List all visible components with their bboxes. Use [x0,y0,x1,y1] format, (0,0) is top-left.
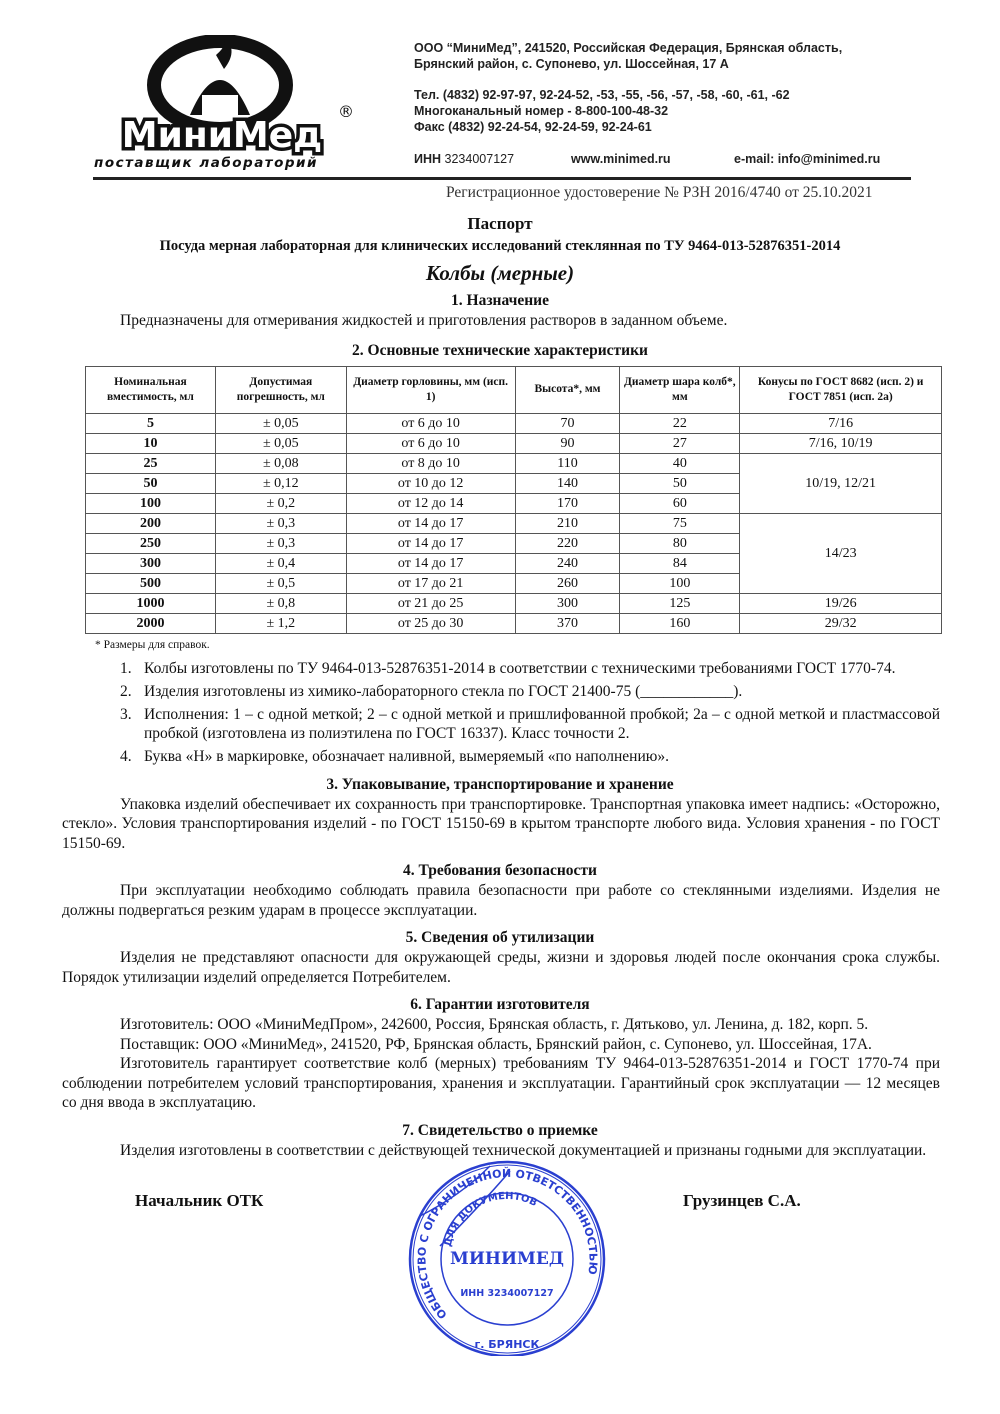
table-footnote: * Размеры для справок. [95,638,210,651]
multichannel-phone: Многоканальный номер - 8-800-100-48-32 [414,104,669,118]
list-text: Буква «Н» в маркировке, обозначает наливной, вымеряемый «по наполнению». [144,748,669,765]
table-cell: 29/32 [740,613,942,633]
table-cell: ± 0,4 [215,553,346,573]
svg-text:®: ® [338,102,354,121]
table-cell: 220 [515,533,620,553]
table-cell: 25 [86,453,216,473]
table-cell: 10 [86,433,216,453]
list-item [62,682,940,702]
table-cell: 110 [515,453,620,473]
list-number: 2. [120,682,132,700]
table-cell: 240 [515,553,620,573]
section-4-text: При эксплуатации необходимо соблюдать правила безопасности при работе со стеклянными изделиями. Изделия не должны подвергаться резким ударам в процессе эксплуатации. [62,882,940,919]
list-text: Исполнения: 1 – с одной меткой; 2 – с одной меткой и пришлифованной пробкой; 2а – с одной меткой и пластмассовой пробкой (изготовлена из полиэтилена по ГОСТ 16337). Класс точности 2. [144,705,940,742]
list-text: Колбы изготовлены по ТУ 9464-013-52876351-2014 в соответствии с техническими требованиями ГОСТ 1770-74. [144,659,896,677]
list-number: 1. [120,659,132,677]
column-header: Допустимая погрешность, мл [215,366,346,413]
table-cell: 10/19, 12/21 [740,453,942,513]
table-cell: от 10 до 12 [346,473,515,493]
company-logo [90,35,355,175]
table-cell: 140 [515,473,620,493]
table-cell: 370 [515,613,620,633]
table-cell: 84 [620,553,740,573]
table-cell: 500 [86,573,216,593]
table-cell: 27 [620,433,740,453]
table-cell: 7/16 [740,413,942,433]
list-item [62,747,940,767]
section-2-heading: 2. Основные технические характеристики [352,341,648,359]
table-cell: от 14 до 17 [346,553,515,573]
table-row [86,433,942,453]
table-cell: 100 [86,493,216,513]
header-divider [93,177,911,180]
stamp-graphic [400,1156,615,1356]
column-header: Конусы по ГОСТ 8682 (исп. 2) и ГОСТ 7851 (исп. 2а) [740,366,942,413]
table-cell: 90 [515,433,620,453]
table-cell: ± 0,12 [215,473,346,493]
table-cell: ± 1,2 [215,613,346,633]
table-cell: ± 0,2 [215,493,346,513]
svg-text:ДЛЯ ДОКУМЕНТОВ: ДЛЯ ДОКУМЕНТОВ [442,1190,539,1248]
table-cell: от 6 до 10 [346,413,515,433]
list-number: 3. [120,705,132,723]
table-cell: ± 0,5 [215,573,346,593]
address-line-2: Брянский район, с. Супонево, ул. Шоссейная, 17 А [414,57,729,71]
list-item [62,705,940,744]
table-row [86,413,942,433]
table-row [86,593,942,613]
table-cell: 2000 [86,613,216,633]
table-row [86,613,942,633]
phone: Тел. (4832) 92-97-97, 92-24-52, -53, -55, -56, -57, -58, -60, -61, -62 [414,88,790,102]
table-cell: от 12 до 14 [346,493,515,513]
document-subtitle: Посуда мерная лабораторная для клинических исследований стеклянная по ТУ 9464-013-52876351-2014 [159,238,841,254]
table-cell: 170 [515,493,620,513]
table-cell: от 14 до 17 [346,533,515,553]
table-cell: 50 [620,473,740,493]
table-cell: 300 [86,553,216,573]
table-cell: 50 [86,473,216,493]
section-5-text: Изделия не представляют опасности для окружающей среды, жизни и здоровья людей после окончания срока службы. Порядок утилизации изделий определяется Потребителем. [62,949,940,986]
table-cell: 260 [515,573,620,593]
table-cell: 125 [620,593,740,613]
company-stamp [400,1156,615,1361]
table-cell: 60 [620,493,740,513]
column-header: Диаметр шара колб*, мм [620,366,740,413]
table-cell: 160 [620,613,740,633]
inn [414,151,514,167]
table-cell: 14/23 [740,513,942,593]
specifications-table [85,366,942,634]
table-cell: 75 [620,513,740,533]
section-7-text: Изделия изготовлены в соответствии с действующей технической документацией и признаны годными для эксплуатации. [120,1141,927,1159]
table-cell: ± 0,05 [215,413,346,433]
section-5-heading: 5. Сведения об утилизации [405,929,595,946]
column-header: Номинальная вместимость, мл [86,366,216,413]
table-row [86,513,942,533]
guarantee-text: Изготовитель гарантирует соответствие колб (мерных) требованиям ТУ 9464-013-52876351-2014 и ГОСТ 1770-74 при соблюдении потребителем условий транспортирования, хранения и эксплуатации. Гарантийный срок эксплуатации — 12 месяцев со дня ввода в эксплуатацию. [62,1055,940,1111]
document-title: Паспорт [467,214,533,233]
section-7-heading: 7. Свидетельство о приемке [402,1121,598,1139]
table-cell: 7/16, 10/19 [740,433,942,453]
table-cell: от 8 до 10 [346,453,515,473]
table-header-row [86,366,942,413]
column-header: Диаметр горловины, мм (исп. 1) [346,366,515,413]
list-item [62,659,940,679]
table-cell: 200 [86,513,216,533]
column-header: Высота*, мм [515,366,620,413]
signature-role: Начальник ОТК [135,1191,264,1210]
table-cell: 40 [620,453,740,473]
section-1-text: Предназначены для отмеривания жидкостей и приготовления растворов в заданном объеме. [120,312,728,329]
table-cell: 210 [515,513,620,533]
signature-name: Грузинцев С.А. [683,1191,801,1210]
table-cell: 80 [620,533,740,553]
website-link[interactable]: www.minimed.ru [571,152,671,166]
list-number: 4. [120,748,132,765]
table-cell: от 17 до 21 [346,573,515,593]
table-cell: 300 [515,593,620,613]
table-cell: ± 0,3 [215,533,346,553]
logo-graphic [90,35,355,175]
table-cell: 70 [515,413,620,433]
svg-text:г. БРЯНСК: г. БРЯНСК [474,1338,540,1351]
registration-certificate: Регистрационное удостоверение № РЗН 2016/4740 от 25.10.2021 [446,184,873,201]
section-3-heading: 3. Упаковывание, транспортирование и хранение [326,775,674,793]
list-text: Изделия изготовлены из химико-лабораторного стекла по ГОСТ 21400-75 (____________). [144,682,743,700]
svg-text:ОБЩЕСТВО С ОГРАНИЧЕННОЙ ОТВЕТС: ОБЩЕСТВО С ОГРАНИЧЕННОЙ ОТВЕТСТВЕННОСТЬЮ [415,1166,600,1322]
company-phones [414,87,790,135]
svg-text:МИНИМЕД: МИНИМЕД [450,1249,564,1269]
manufacturer-text: Изготовитель: ООО «МиниМедПром», 242600, Россия, Брянская область, г. Дятьково, ул. Ленина, д. 182, корп. 5. [120,1016,869,1033]
table-cell: 22 [620,413,740,433]
table-row [86,453,942,473]
table-cell: ± 0,05 [215,433,346,453]
table-cell: от 25 до 30 [346,613,515,633]
table-cell: от 14 до 17 [346,513,515,533]
inn-label: ИНН [414,152,442,166]
email-link[interactable]: e-mail: info@minimed.ru [734,152,881,166]
section-1-heading: 1. Назначение [451,292,549,309]
company-address [414,40,842,72]
section-3-text: Упаковка изделий обеспечивает их сохранность при транспортировке. Транспортная упаковка имеет надпись: «Осторожно, стекло». Условия транспортирования изделий - по ГОСТ 15150-69 в крытом транспорте любого вида. Условия хранения - по ГОСТ 15150-69. [62,795,940,852]
supplier-text: Поставщик: ООО «МиниМед», 241520, РФ, Брянская область, Брянский район, с. Супонево, ул. Шоссейная, 17А. [120,1035,872,1053]
address-line-1: ООО “МиниМед”, 241520, Российская Федерация, Брянская область, [414,41,843,55]
table-cell: 100 [620,573,740,593]
table-cell: ± 0,8 [215,593,346,613]
table-cell: 5 [86,413,216,433]
section-4-heading: 4. Требования безопасности [403,862,597,879]
table-cell: ± 0,3 [215,513,346,533]
table-cell: ± 0,08 [215,453,346,473]
table-cell: 1000 [86,593,216,613]
table-cell: 19/26 [740,593,942,613]
notes-list [62,659,940,767]
signature-block [0,1166,1000,1351]
table-cell: 250 [86,533,216,553]
svg-text:ИНН 3234007127: ИНН 3234007127 [460,1288,554,1299]
inn-value: 3234007127 [444,152,515,166]
table-cell: от 21 до 25 [346,593,515,613]
document-body [0,211,1000,1351]
fax: Факс (4832) 92-24-54, 92-24-59, 92-24-61 [414,120,652,134]
svg-text:поставщик лабораторий: поставщик лабораторий [94,155,318,171]
section-6-heading: 6. Гарантии изготовителя [410,996,590,1013]
svg-text:МиниМед: МиниМед [121,115,323,156]
table-cell: от 6 до 10 [346,433,515,453]
product-name: Колбы (мерные) [425,261,575,285]
